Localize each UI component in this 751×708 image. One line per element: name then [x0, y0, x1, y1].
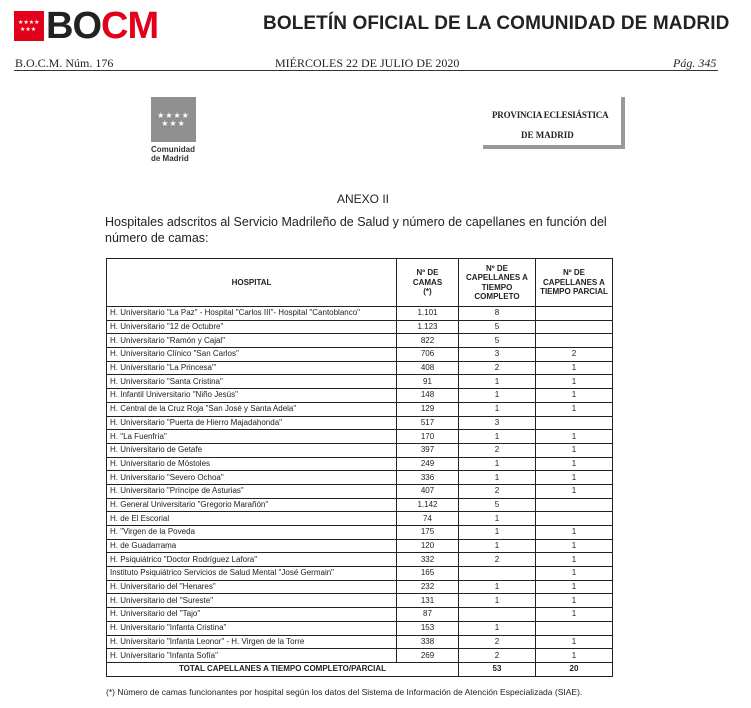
- parcial-cell: [536, 307, 613, 321]
- camas-cell: 397: [397, 443, 459, 457]
- comunidad-madrid-logo-icon: ★★★★ ★★★: [151, 97, 196, 142]
- camas-cell: 74: [397, 512, 459, 526]
- comunidad-madrid-label: Comunidad de Madrid: [151, 145, 195, 163]
- table-row: [107, 348, 613, 362]
- camas-cell: 332: [397, 553, 459, 567]
- table-row: [107, 484, 613, 498]
- table-header-row: [107, 259, 613, 307]
- hospital-name-cell: H. Universitario "La Paz" - Hospital "Carlos III"- Hospital "Cantoblanco": [107, 307, 397, 321]
- parcial-cell: 1: [536, 471, 613, 485]
- hospital-name-cell: H. Universitario "12 de Octubre": [107, 320, 397, 334]
- completo-cell: 8: [459, 307, 536, 321]
- bocm-logo: [14, 5, 159, 47]
- camas-cell: 408: [397, 361, 459, 375]
- madrid-flag-icon: ★★★★ ★★★: [14, 11, 44, 41]
- hospitals-table: [106, 258, 613, 677]
- camas-cell: 120: [397, 539, 459, 553]
- camas-cell: 249: [397, 457, 459, 471]
- completo-cell: 2: [459, 443, 536, 457]
- parcial-cell: 1: [536, 443, 613, 457]
- completo-cell: 1: [459, 580, 536, 594]
- hospital-name-cell: H. Universitario del "Henares": [107, 580, 397, 594]
- table-row: [107, 320, 613, 334]
- parcial-cell: [536, 512, 613, 526]
- header-parcial: Nº DE CAPELLANES A TIEMPO PARCIAL: [536, 259, 613, 307]
- provincia-eclesiastica-stamp: PROVINCIA ECLESIÁSTICA DE MADRID: [483, 97, 625, 149]
- total-label: TOTAL CAPELLANES A TIEMPO COMPLETO/PARCIAL: [107, 662, 459, 676]
- completo-cell: 1: [459, 471, 536, 485]
- completo-cell: 1: [459, 430, 536, 444]
- table-row: [107, 307, 613, 321]
- camas-cell: 517: [397, 416, 459, 430]
- hospital-name-cell: H. Psiquiátrico "Doctor Rodríguez Lafora": [107, 553, 397, 567]
- table-row: [107, 361, 613, 375]
- hospital-name-cell: H. "La Fuenfría": [107, 430, 397, 444]
- parcial-cell: 1: [536, 608, 613, 622]
- camas-cell: 232: [397, 580, 459, 594]
- camas-cell: 165: [397, 567, 459, 581]
- camas-cell: 131: [397, 594, 459, 608]
- table-row: [107, 334, 613, 348]
- completo-cell: 2: [459, 649, 536, 663]
- hospital-name-cell: H. Universitario "Puerta de Hierro Majadahonda": [107, 416, 397, 430]
- table-row: [107, 580, 613, 594]
- table-row: [107, 375, 613, 389]
- bulletin-title: BOLETÍN OFICIAL DE LA COMUNIDAD DE MADRID: [263, 13, 730, 34]
- table-row: [107, 621, 613, 635]
- table-row: [107, 457, 613, 471]
- completo-cell: 1: [459, 594, 536, 608]
- table-row: [107, 553, 613, 567]
- total-parcial: 20: [536, 662, 613, 676]
- hospital-name-cell: H. Universitario "Infanta Leonor" - H. Virgen de la Torre: [107, 635, 397, 649]
- parcial-cell: 1: [536, 526, 613, 540]
- parcial-cell: 1: [536, 635, 613, 649]
- hospital-name-cell: H. Universitario "Ramón y Cajal": [107, 334, 397, 348]
- footnote: (*) Número de camas funcionantes por hospital según los datos del Sistema de Información de Atención Especializada (SIAE).: [106, 687, 583, 697]
- camas-cell: 822: [397, 334, 459, 348]
- hospital-name-cell: H. Universitario de Móstoles: [107, 457, 397, 471]
- table-row: [107, 402, 613, 416]
- hospital-name-cell: Instituto Psiquiátrico Servicios de Salud Mental "José Germain": [107, 567, 397, 581]
- issue-number: B.O.C.M. Núm. 176: [15, 56, 114, 70]
- table-row: [107, 649, 613, 663]
- table-row: [107, 430, 613, 444]
- camas-cell: 407: [397, 484, 459, 498]
- completo-cell: 5: [459, 320, 536, 334]
- camas-cell: 153: [397, 621, 459, 635]
- completo-cell: 3: [459, 348, 536, 362]
- completo-cell: 5: [459, 498, 536, 512]
- camas-cell: 148: [397, 389, 459, 403]
- completo-cell: 1: [459, 539, 536, 553]
- page-number: Pág. 345: [673, 56, 717, 70]
- camas-cell: 336: [397, 471, 459, 485]
- completo-cell: 2: [459, 361, 536, 375]
- completo-cell: 1: [459, 457, 536, 471]
- parcial-cell: 1: [536, 402, 613, 416]
- parcial-cell: [536, 498, 613, 512]
- parcial-cell: 1: [536, 649, 613, 663]
- hospital-name-cell: H. Universitario del "Sureste": [107, 594, 397, 608]
- completo-cell: 2: [459, 553, 536, 567]
- parcial-cell: [536, 416, 613, 430]
- parcial-cell: 1: [536, 553, 613, 567]
- completo-cell: 1: [459, 402, 536, 416]
- annex-title: ANEXO II: [337, 192, 390, 206]
- issue-date: MIÉRCOLES 22 DE JULIO DE 2020: [275, 56, 460, 70]
- hospital-name-cell: H. Universitario "Santa Cristina": [107, 375, 397, 389]
- parcial-cell: 1: [536, 430, 613, 444]
- hospital-name-cell: H. "Virgen de la Poveda: [107, 526, 397, 540]
- completo-cell: 2: [459, 484, 536, 498]
- parcial-cell: 1: [536, 389, 613, 403]
- hospital-name-cell: H. Universitario "La Princesa"': [107, 361, 397, 375]
- table-row: [107, 539, 613, 553]
- completo-cell: [459, 608, 536, 622]
- parcial-cell: 1: [536, 580, 613, 594]
- camas-cell: 87: [397, 608, 459, 622]
- parcial-cell: 2: [536, 348, 613, 362]
- header-hospital: HOSPITAL: [107, 259, 397, 307]
- hospital-name-cell: H. Universitario "Severo Ochoa": [107, 471, 397, 485]
- camas-cell: 269: [397, 649, 459, 663]
- hospital-name-cell: H. Universitario "Infanta Sofía": [107, 649, 397, 663]
- table-row: [107, 526, 613, 540]
- parcial-cell: 1: [536, 594, 613, 608]
- bocm-wordmark: BOCM: [46, 5, 159, 47]
- completo-cell: 1: [459, 389, 536, 403]
- hospital-name-cell: H. General Universitario "Gregorio Marañón": [107, 498, 397, 512]
- total-completo: 53: [459, 662, 536, 676]
- parcial-cell: 1: [536, 361, 613, 375]
- completo-cell: 1: [459, 512, 536, 526]
- camas-cell: 175: [397, 526, 459, 540]
- completo-cell: 1: [459, 375, 536, 389]
- hospital-name-cell: H. Universitario "Infanta Cristina": [107, 621, 397, 635]
- parcial-cell: 1: [536, 539, 613, 553]
- completo-cell: 3: [459, 416, 536, 430]
- hospital-name-cell: H. de El Escorial: [107, 512, 397, 526]
- hospital-name-cell: H. Universitario de Getafe: [107, 443, 397, 457]
- parcial-cell: [536, 334, 613, 348]
- camas-cell: 1.101: [397, 307, 459, 321]
- completo-cell: 1: [459, 526, 536, 540]
- camas-cell: 1.142: [397, 498, 459, 512]
- camas-cell: 338: [397, 635, 459, 649]
- table-row: [107, 389, 613, 403]
- camas-cell: 91: [397, 375, 459, 389]
- completo-cell: 5: [459, 334, 536, 348]
- table-row: [107, 443, 613, 457]
- hospital-name-cell: H. Universitario del "Tajo": [107, 608, 397, 622]
- completo-cell: 2: [459, 635, 536, 649]
- camas-cell: 706: [397, 348, 459, 362]
- completo-cell: 1: [459, 621, 536, 635]
- header-divider: [14, 70, 718, 71]
- table-row: [107, 512, 613, 526]
- parcial-cell: 1: [536, 567, 613, 581]
- table-row: [107, 471, 613, 485]
- table-row: [107, 498, 613, 512]
- table-row: [107, 608, 613, 622]
- table-row: [107, 635, 613, 649]
- parcial-cell: 1: [536, 457, 613, 471]
- header-camas: Nº DE CAMAS (*): [397, 259, 459, 307]
- table-row: [107, 567, 613, 581]
- parcial-cell: [536, 320, 613, 334]
- hospital-name-cell: H. Universitario Clínico "San Carlos": [107, 348, 397, 362]
- total-row: [107, 662, 613, 676]
- camas-cell: 129: [397, 402, 459, 416]
- table-row: [107, 594, 613, 608]
- camas-cell: 1.123: [397, 320, 459, 334]
- hospital-name-cell: H. Universitario "Príncipe de Asturias": [107, 484, 397, 498]
- header-completo: Nº DE CAPELLANES A TIEMPO COMPLETO: [459, 259, 536, 307]
- camas-cell: 170: [397, 430, 459, 444]
- parcial-cell: 1: [536, 484, 613, 498]
- completo-cell: [459, 567, 536, 581]
- parcial-cell: [536, 621, 613, 635]
- intro-text: Hospitales adscritos al Servicio Madrileño de Salud y número de capellanes en función del número de camas:: [105, 215, 607, 245]
- hospital-name-cell: H. Central de la Cruz Roja "San José y Santa Adela": [107, 402, 397, 416]
- hospital-name-cell: H. de Guadarrama: [107, 539, 397, 553]
- hospital-name-cell: H. Infantil Universitario "Niño Jesús": [107, 389, 397, 403]
- table-row: [107, 416, 613, 430]
- parcial-cell: 1: [536, 375, 613, 389]
